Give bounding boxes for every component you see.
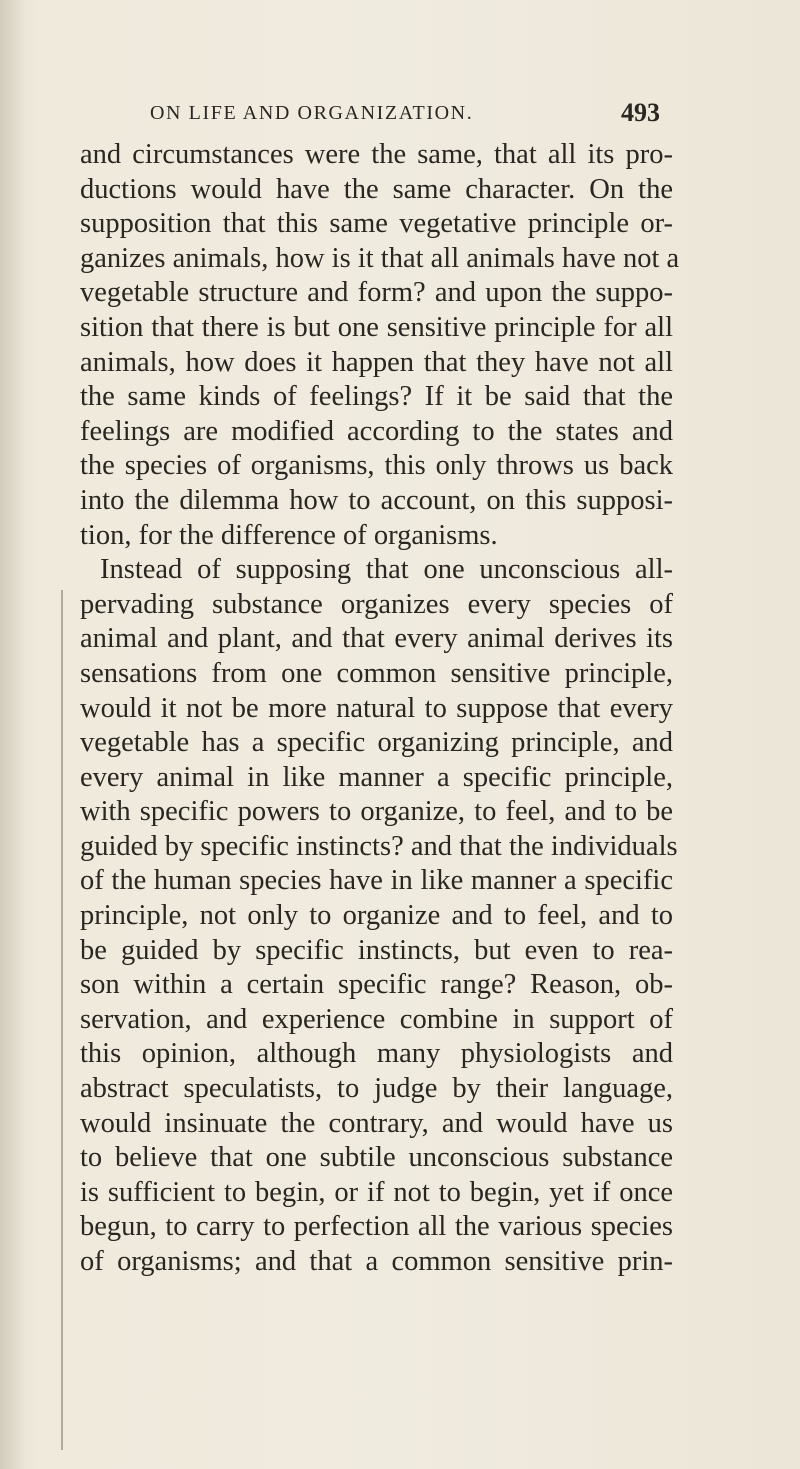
text-line: this opinion, although many physiologists and xyxy=(80,1038,673,1070)
text-line: of organisms; and that a common sensitive prin- xyxy=(80,1246,673,1277)
text-line: feelings are modified according to the states and xyxy=(80,415,673,447)
text-line: vegetable has a specific organizing principle, and xyxy=(80,727,673,759)
text-line: would it not be more natural to suppose that every xyxy=(80,692,673,724)
text-line: animals, how does it happen that they have not all xyxy=(80,346,673,378)
text-line: would insinuate the contrary, and would have us xyxy=(80,1107,673,1139)
body-text xyxy=(80,138,680,1280)
text-line: begun, to carry to perfection all the various species xyxy=(80,1211,673,1243)
text-line: ductions would have the same character. On the xyxy=(80,173,673,205)
text-line: vegetable structure and form? and upon the suppo- xyxy=(80,277,673,309)
text-line: the same kinds of feelings? If it be said that the xyxy=(80,381,673,413)
text-line: principle, not only to organize and to feel, and to xyxy=(80,900,673,932)
text-line: of the human species have in like manner a specific xyxy=(80,865,673,897)
text-line: and circumstances were the same, that all its pro- xyxy=(80,139,673,170)
text-line: sition that there is but one sensitive principle for all xyxy=(80,311,673,343)
text-line: abstract speculatists, to judge by their language, xyxy=(80,1073,673,1105)
text-line: Instead of supposing that one unconscious all- xyxy=(100,554,673,586)
text-line: supposition that this same vegetative principle or- xyxy=(80,208,673,240)
text-line: son within a certain specific range? Reason, ob- xyxy=(80,969,673,1001)
text-line: to believe that one subtile unconscious substance xyxy=(80,1142,673,1174)
margin-shadow-line xyxy=(61,590,63,1450)
text-line: every animal in like manner a specific principle, xyxy=(80,761,673,793)
running-title: ON LIFE AND ORGANIZATION. xyxy=(150,102,474,124)
text-line: the species of organisms, this only throws us back xyxy=(80,450,673,482)
running-head xyxy=(150,96,660,136)
text-line: ganizes animals, how is it that all animals have not a xyxy=(80,242,680,274)
text-line: servation, and experience combine in support of xyxy=(80,1003,673,1035)
text-line: guided by specific instincts? and that the individuals xyxy=(80,830,678,862)
gutter-shadow xyxy=(0,0,26,1469)
text-line: with specific powers to organize, to feel, and to be xyxy=(80,796,673,828)
page-number: 493 xyxy=(621,98,660,127)
text-line: animal and plant, and that every animal derives its xyxy=(80,623,673,655)
text-line: pervading substance organizes every species of xyxy=(80,588,673,620)
text-line: into the dilemma how to account, on this supposi- xyxy=(80,484,673,516)
text-line: be guided by specific instincts, but even to rea- xyxy=(80,934,673,966)
text-line: is sufficient to begin, or if not to begin, yet if once xyxy=(80,1176,673,1208)
text-line: sensations from one common sensitive principle, xyxy=(80,657,673,689)
text-line: tion, for the difference of organisms. xyxy=(80,519,498,551)
